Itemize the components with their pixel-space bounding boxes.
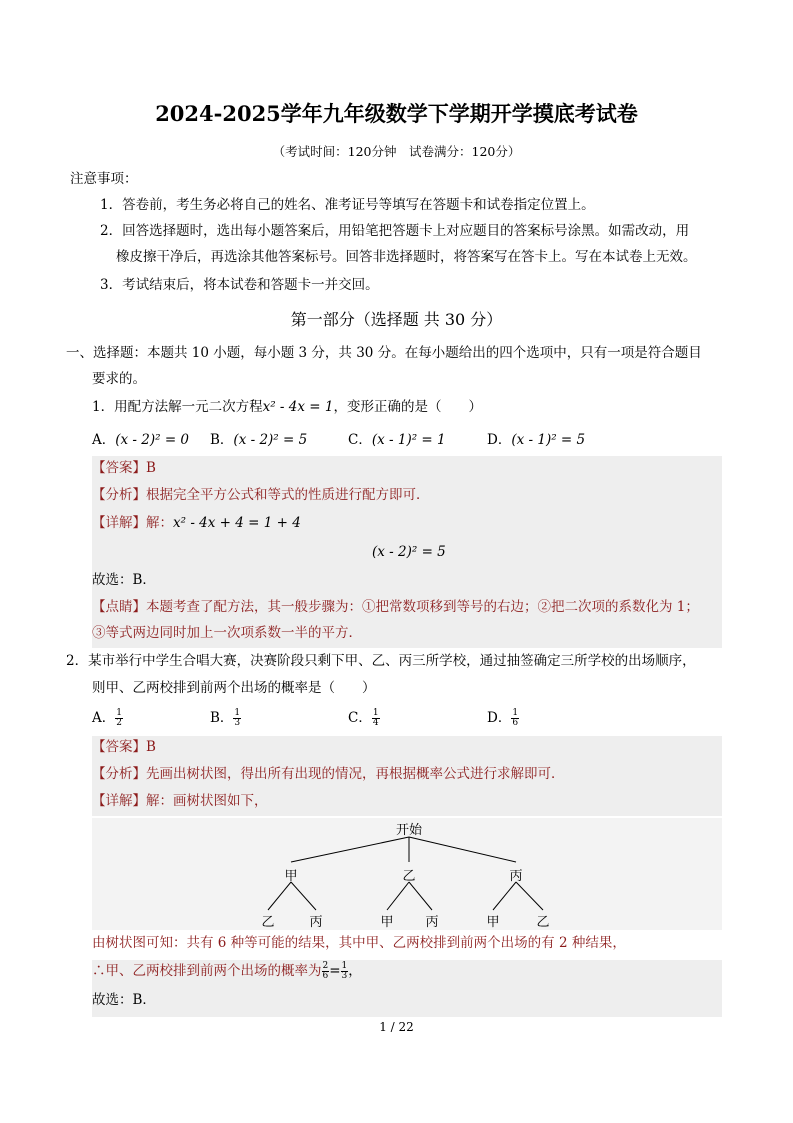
q1-option-c: C．(x - 1)² = 1 [348,432,446,448]
q2-probability: ∴甲、乙两校排到前两个出场的概率为 $\frac{2}{6}$ = $\frac{1}{3}$ ， [92,961,362,981]
page-number: 1 / 22 [379,1020,414,1034]
q2-option-a: A． $\frac{1}{2}$ [92,708,122,728]
tree-node-level1: 乙 [402,869,416,884]
q2-answer: 【答案】B [92,739,156,755]
part-title: 第一部分（选择题 共 30 分） [290,310,503,329]
notice-heading: 注意事项： [70,171,138,187]
q2-detail: 【详解】解：画树状图如下， [92,793,268,809]
tree-edge-root-a [291,837,409,862]
tree-node-level2: 乙 [261,915,275,930]
q1-stem-a: 1．用配方法解一元二次方程 [92,399,263,415]
tree-node-level1: 甲 [284,869,298,884]
q1-analysis: 【分析】根据完全平方公式和等式的性质进行配方即可． [92,487,430,503]
exam-info: （考试时间：120分钟 试卷满分：120分） [272,144,521,159]
section-intro-line2: 要求的。 [92,371,146,387]
q1-equation: x² - 4x = 1 [262,399,334,415]
q1-choose: 故选：B． [92,572,156,588]
tree-node-level2: 丙 [309,915,323,930]
tree-node-level1: 丙 [509,869,523,884]
q1-point-line2: ③等式两边同时加上一次项系数一半的平方． [92,625,362,641]
tree-node-level2: 甲 [380,915,394,930]
notice-item-2: 2．回答选择题时，选出每小题答案后，用铅笔把答题卡上对应题目的答案标号涂黑。如需改动，用 [100,223,690,239]
tree-edge-c1 [493,882,516,910]
q1-option-b: B．(x - 2)² = 5 [210,432,308,448]
tree-root: 开始 [395,823,423,838]
notice-item-1: 1．答卷前，考生务必将自己的姓名、准考证号等填写在答题卡和试卷指定位置上。 [100,197,595,213]
q1-option-d: D．(x - 1)² = 5 [487,432,586,448]
tree-edge-b2 [409,882,432,910]
q2-result: 由树状图可知：共有 6 种等可能的结果，其中甲、乙两校排到前两个出场的有 2 种结果， [92,935,626,951]
tree-edge-root-c [409,837,516,862]
tree-node-level2: 丙 [425,915,439,930]
q2-option-d: D． $\frac{1}{6}$ [487,708,519,728]
section-intro-line1: 一、选择题：本题共 10 小题，每小题 3 分，共 30 分。在每小题给出的四个选项中，只有一项是符合题目 [66,345,702,361]
q1-stem-b: ，变形正确的是（ ） [333,399,482,415]
tree-edge-a2 [291,882,316,910]
q1-point: 【点睛】本题考查了配方法，其一般步骤为：①把常数项移到等号的右边；②把二次项的系数化为 1； [92,599,699,615]
q1-detail-eq2: (x - 2)² = 5 [372,544,446,560]
q1-detail: 【详解】解：x² - 4x + 4 = 1 + 4 [92,515,301,531]
notice-item-2-cont: 橡皮擦干净后，再选涂其他答案标号。回答非选择题时，将答案写在答卡上。写在本试卷上无效。 [116,249,697,265]
tree-edge-b1 [387,882,409,910]
q2-stem-line2: 则甲、乙两校排到前两个出场的概率是（ ） [92,680,376,696]
q2-analysis: 【分析】先画出树状图，得出所有出现的情况，再根据概率公式进行求解即可． [92,766,565,782]
q2-choose: 故选：B． [92,992,156,1008]
q2-option-b: B． $\frac{1}{3}$ [210,708,241,728]
q1-option-a: A．(x - 2)² = 0 [92,432,190,448]
q1-answer: 【答案】B [92,460,156,476]
page-title: 2024-2025学年九年级数学下学期开学摸底考试卷 [155,101,638,126]
tree-edge-c2 [516,882,543,910]
notice-item-3: 3．考试结束后，将本试卷和答题卡一并交回。 [100,277,379,293]
q2-stem-line1: 2．某市举行中学生合唱大赛，决赛阶段只剩下甲、乙、丙三所学校，通过抽签确定三所学校的出场顺序， [66,653,696,669]
tree-edge-a1 [268,882,291,910]
q2-option-c: C． $\frac{1}{4}$ [348,708,379,728]
tree-node-level2: 乙 [536,915,550,930]
tree-node-level2: 甲 [486,915,500,930]
